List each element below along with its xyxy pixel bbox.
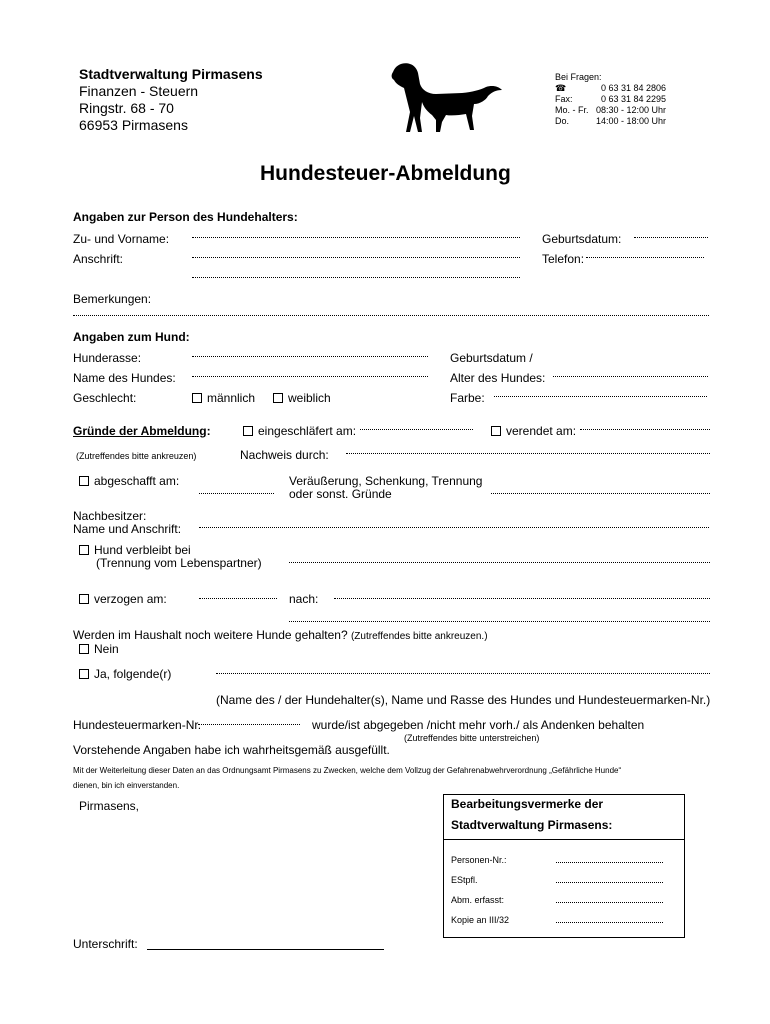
tag-hint: (Zutreffendes bitte unterstreichen) xyxy=(404,733,540,743)
household-question-text: Werden im Haushalt noch weitere Hunde gehalten? xyxy=(73,628,348,642)
tax-field[interactable] xyxy=(556,882,663,883)
sale-line2: oder sonst. Gründe xyxy=(289,487,392,501)
household-question xyxy=(73,628,488,642)
euthanized-option[interactable] xyxy=(243,424,356,438)
copy-field[interactable] xyxy=(556,922,663,923)
moved-to-field[interactable] xyxy=(334,598,710,599)
consent-line1: Mit der Weiterleitung dieser Daten an das Ordnungsamt Pirmasens zu Zwecken, welche dem Vollzug der Gefahrenabwehrverordnung „Gefährliche Hunde“ xyxy=(73,766,622,775)
checkbox-icon[interactable] xyxy=(243,426,253,436)
sale-reason-field[interactable] xyxy=(491,493,710,494)
recorded-field[interactable] xyxy=(556,902,663,903)
checkbox-icon[interactable] xyxy=(79,476,89,486)
reasons-colon: : xyxy=(206,424,211,438)
to-label: nach: xyxy=(289,592,319,606)
hours1-label: Mo. - Fr. xyxy=(555,105,589,115)
moved-date-field[interactable] xyxy=(199,598,277,599)
euthanized-field[interactable] xyxy=(360,429,473,430)
moved-to-field-2[interactable] xyxy=(289,621,710,622)
euthanized-label: eingeschläfert am: xyxy=(258,424,357,438)
abolished-option[interactable] xyxy=(79,474,179,488)
checkbox-icon[interactable] xyxy=(491,426,501,436)
signature-line[interactable] xyxy=(147,949,384,950)
died-field[interactable] xyxy=(580,429,710,430)
owner-address-field[interactable] xyxy=(192,257,520,258)
sale-line1: Veräußerung, Schenkung, Trennung xyxy=(289,474,483,488)
checkbox-icon[interactable] xyxy=(79,545,89,555)
org-name: Stadtverwaltung Pirmasens xyxy=(79,66,263,82)
owner-address-label: Anschrift: xyxy=(73,252,124,266)
remains-line1: Hund verbleibt bei xyxy=(94,543,191,557)
org-street: Ringstr. 68 - 70 xyxy=(79,100,174,116)
place-label: Pirmasens, xyxy=(79,799,140,813)
female-label: weiblich xyxy=(288,391,331,405)
breed-field[interactable] xyxy=(192,356,428,357)
no-option[interactable] xyxy=(79,642,119,656)
office-box xyxy=(443,794,685,938)
dog-birth-label: Geburtsdatum / xyxy=(450,351,533,365)
org-dept: Finanzen - Steuern xyxy=(79,83,199,99)
color-label: Farbe: xyxy=(450,391,485,405)
owner-phone-field[interactable] xyxy=(586,257,704,258)
owner-birth-field[interactable] xyxy=(634,237,708,238)
died-label: verendet am: xyxy=(506,424,577,438)
household-question-hint: (Zutreffendes bitte ankreuzen.) xyxy=(350,631,488,642)
office-title2: Stadtverwaltung Pirmasens: xyxy=(451,818,613,832)
yes-option[interactable] xyxy=(79,667,171,681)
signature-label: Unterschrift: xyxy=(73,937,138,951)
contact-title: Bei Fragen: xyxy=(555,72,602,82)
remarks-label: Bemerkungen: xyxy=(73,292,152,306)
checkbox-icon[interactable] xyxy=(79,669,89,679)
abolished-date-field[interactable] xyxy=(199,493,274,494)
no-label: Nein xyxy=(94,642,119,656)
checkbox-icon[interactable] xyxy=(192,393,202,403)
fax-number: 0 63 31 84 2295 xyxy=(601,94,667,104)
office-title1: Bearbeitungsvermerke der xyxy=(451,797,604,811)
personnel-field[interactable] xyxy=(556,862,663,863)
male-label: männlich xyxy=(207,391,256,405)
moved-label: verzogen am: xyxy=(94,592,167,606)
remarks-field[interactable] xyxy=(73,315,709,316)
owner-phone-label: Telefon: xyxy=(542,252,585,266)
dog-name-label: Name des Hundes: xyxy=(73,371,176,385)
household-explain: (Name des / der Hundehalter(s), Name und Rasse des Hundes und Hundesteuermarken-Nr.) xyxy=(216,693,711,707)
yes-label: Ja, folgende(r) xyxy=(94,667,172,681)
other-dogs-field[interactable] xyxy=(216,673,710,674)
phone-number: 0 63 31 84 2806 xyxy=(601,83,667,93)
tag-text: wurde/ist abgegeben /nicht mehr vorh./ als Andenken behalten xyxy=(312,718,645,732)
remains-field[interactable] xyxy=(289,562,710,563)
remains-option[interactable] xyxy=(79,543,191,557)
checkbox-icon[interactable] xyxy=(79,644,89,654)
abolished-label: abgeschafft am: xyxy=(94,474,180,488)
proof-field[interactable] xyxy=(346,453,710,454)
hours2: 14:00 - 18:00 Uhr xyxy=(596,116,667,126)
owner-address-field-2[interactable] xyxy=(192,277,520,278)
page-title: Hundesteuer-Abmeldung xyxy=(260,162,511,185)
color-field[interactable] xyxy=(494,396,707,397)
owner-heading: Angaben zur Person des Hundehalters: xyxy=(73,210,298,224)
consent-line2: dienen, bin ich einverstanden. xyxy=(73,781,180,790)
dog-silhouette-icon xyxy=(388,60,506,136)
female-option[interactable] xyxy=(273,391,331,405)
org-city: 66953 Pirmasens xyxy=(79,117,188,133)
tax-label: EStpfl. xyxy=(451,875,478,885)
copy-label: Kopie an III/32 xyxy=(451,915,510,925)
proof-label: Nachweis durch: xyxy=(240,448,329,462)
checkbox-icon[interactable] xyxy=(79,594,89,604)
office-divider xyxy=(444,839,684,840)
male-option[interactable] xyxy=(192,391,255,405)
hours1: 08:30 - 12:00 Uhr xyxy=(596,105,667,115)
fax-label: Fax: xyxy=(555,94,573,104)
new-owner-line2: Name und Anschrift: xyxy=(73,522,182,536)
dog-heading: Angaben zum Hund: xyxy=(73,330,190,344)
owner-name-field[interactable] xyxy=(192,237,520,238)
personnel-label: Personen-Nr.: xyxy=(451,855,507,865)
sex-label: Geschlecht: xyxy=(73,391,137,405)
dog-name-field[interactable] xyxy=(192,376,428,377)
tag-number-field[interactable] xyxy=(198,724,300,725)
breed-label: Hunderasse: xyxy=(73,351,142,365)
tag-label: Hundesteuermarken-Nr. xyxy=(73,718,202,732)
reasons-heading-text: Gründe der Abmeldung xyxy=(73,424,207,438)
checkbox-icon[interactable] xyxy=(273,393,283,403)
phone-icon: ☎ xyxy=(555,83,567,93)
died-option[interactable] xyxy=(491,424,576,438)
recorded-label: Abm. erfasst: xyxy=(451,895,505,905)
owner-name-label: Zu- und Vorname: xyxy=(73,232,170,246)
dog-age-field[interactable] xyxy=(553,376,708,377)
hours2-label: Do. xyxy=(555,116,570,126)
new-owner-field[interactable] xyxy=(199,527,709,528)
remains-line2: (Trennung vom Lebenspartner) xyxy=(96,556,262,570)
declaration: Vorstehende Angaben habe ich wahrheitsgemäß ausgefüllt. xyxy=(73,743,390,757)
reasons-heading xyxy=(73,424,211,438)
moved-option[interactable] xyxy=(79,592,167,606)
reasons-hint: (Zutreffendes bitte ankreuzen) xyxy=(76,451,197,461)
new-owner-line1: Nachbesitzer: xyxy=(73,509,147,523)
owner-birth-label: Geburtsdatum: xyxy=(542,232,622,246)
dog-age-label: Alter des Hundes: xyxy=(450,371,546,385)
